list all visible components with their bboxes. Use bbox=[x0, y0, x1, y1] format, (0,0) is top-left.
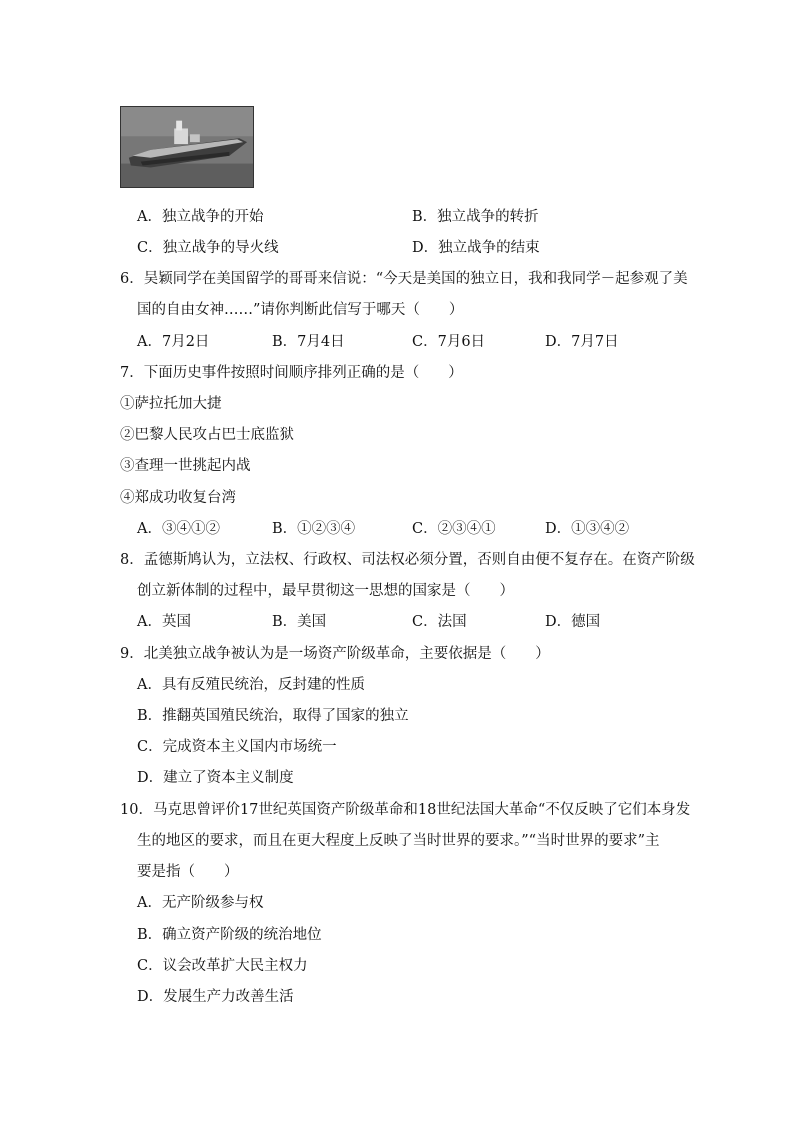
option-text: 发展生产力改善生活 bbox=[163, 989, 294, 1005]
q10-stem-line2: 生的地区的要求，而且在更大程度上反映了当时世界的要求。”“当时世界的要求”主 bbox=[137, 833, 660, 849]
option-letter: D． bbox=[545, 614, 572, 630]
q7-option-b bbox=[272, 520, 355, 538]
option-letter: B． bbox=[272, 614, 298, 630]
option-letter: C． bbox=[412, 334, 438, 350]
q7-item-3: ③查理一世挑起内战 bbox=[120, 458, 251, 474]
option-letter: D． bbox=[545, 521, 572, 537]
q10-option-b bbox=[137, 926, 322, 944]
q6-option-c bbox=[412, 333, 485, 351]
q6-stem-line1: 6．吴颖同学在美国留学的哥哥来信说：“今天是美国的独立日，我和我同学－起参观了美 bbox=[120, 271, 688, 287]
option-text: ②③④① bbox=[437, 521, 496, 537]
option-letter: A． bbox=[137, 895, 162, 911]
option-letter: C． bbox=[412, 521, 438, 537]
option-text: ③④①② bbox=[161, 521, 220, 537]
option-letter: D． bbox=[412, 240, 439, 256]
q5-option-a bbox=[137, 208, 263, 226]
q10-stem-line1: 10．马克思曾评价17世纪英国资产阶级革命和18世纪法国大革命“不仅反映了它们本身发 bbox=[120, 802, 691, 818]
ship-photo bbox=[120, 106, 254, 188]
option-text: ①③④② bbox=[571, 521, 630, 537]
option-text: 7月7日 bbox=[571, 334, 619, 350]
option-text: 无产阶级参与权 bbox=[161, 895, 264, 911]
option-letter: C． bbox=[137, 240, 163, 256]
option-text: 法国 bbox=[437, 614, 467, 630]
option-text: 独立战争的导火线 bbox=[162, 240, 279, 256]
option-text: 推翻英国殖民统治，取得了国家的独立 bbox=[162, 708, 409, 724]
q8-option-c bbox=[412, 613, 467, 631]
q7-item-4: ④郑成功收复台湾 bbox=[120, 490, 236, 506]
q5-option-b bbox=[412, 208, 539, 226]
q6-option-d bbox=[545, 333, 619, 351]
q6-stem-line2: 国的自由女神……”请你判断此信写于哪天（ ） bbox=[137, 302, 464, 318]
option-text: 建立了资本主义制度 bbox=[163, 770, 294, 786]
q9-option-c bbox=[137, 738, 337, 756]
q7-stem: 7．下面历史事件按照时间顺序排列正确的是（ ） bbox=[120, 365, 463, 381]
option-text: 7月4日 bbox=[297, 334, 345, 350]
option-text: 7月6日 bbox=[437, 334, 486, 350]
option-text: 德国 bbox=[571, 614, 601, 630]
option-letter: B． bbox=[137, 708, 163, 724]
q8-stem-line1: 8．孟德斯鸠认为，立法权、行政权、司法权必须分置，否则自由便不复存在。在资产阶级 bbox=[120, 552, 695, 568]
option-letter: D． bbox=[137, 989, 164, 1005]
q9-option-a bbox=[137, 676, 365, 694]
option-letter: A． bbox=[137, 209, 162, 225]
option-letter: B． bbox=[272, 521, 298, 537]
option-text: 具有反殖民统治，反封建的性质 bbox=[161, 677, 365, 693]
option-text: 独立战争的结束 bbox=[438, 240, 540, 256]
q9-option-d bbox=[137, 769, 294, 787]
option-text: 完成资本主义国内市场统一 bbox=[162, 739, 337, 755]
q7-item-2: ②巴黎人民攻占巴士底监狱 bbox=[120, 427, 294, 443]
option-letter: A． bbox=[137, 521, 162, 537]
q7-option-d bbox=[545, 520, 629, 538]
q10-stem-line3: 要是指（ ） bbox=[137, 864, 239, 880]
q8-option-a bbox=[137, 613, 191, 631]
q10-option-c bbox=[137, 957, 308, 975]
q6-option-b bbox=[272, 333, 345, 351]
q7-option-a bbox=[137, 520, 220, 538]
option-letter: C． bbox=[137, 739, 163, 755]
q7-option-c bbox=[412, 520, 496, 538]
q8-option-d bbox=[545, 613, 600, 631]
q9-option-b bbox=[137, 707, 409, 725]
option-text: 独立战争的开始 bbox=[161, 209, 264, 225]
option-text: 英国 bbox=[161, 614, 191, 630]
option-letter: A． bbox=[137, 677, 162, 693]
option-letter: A． bbox=[137, 334, 162, 350]
option-letter: C． bbox=[137, 958, 163, 974]
option-text: 议会改革扩大民主权力 bbox=[162, 958, 308, 974]
q9-stem: 9．北美独立战争被认为是一场资产阶级革命，主要依据是（ ） bbox=[120, 646, 550, 662]
option-letter: B． bbox=[412, 209, 438, 225]
q10-option-d bbox=[137, 988, 294, 1006]
option-text: ①②③④ bbox=[297, 521, 356, 537]
q5-option-c bbox=[137, 239, 279, 257]
option-letter: D． bbox=[137, 770, 164, 786]
option-text: 独立战争的转折 bbox=[437, 209, 539, 225]
option-letter: A． bbox=[137, 614, 162, 630]
option-text: 确立资产阶级的统治地位 bbox=[162, 927, 322, 943]
option-letter: D． bbox=[545, 334, 572, 350]
option-text: 美国 bbox=[297, 614, 327, 630]
q6-option-a bbox=[137, 333, 209, 351]
q5-option-d bbox=[412, 239, 540, 257]
q10-option-a bbox=[137, 894, 263, 912]
q7-item-1: ①萨拉托加大捷 bbox=[120, 396, 222, 412]
option-text: 7月2日 bbox=[161, 334, 210, 350]
option-letter: B． bbox=[137, 927, 163, 943]
option-letter: C． bbox=[412, 614, 438, 630]
option-letter: B． bbox=[272, 334, 298, 350]
q8-option-b bbox=[272, 613, 326, 631]
q8-stem-line2: 创立新体制的过程中，最早贯彻这一思想的国家是（ ） bbox=[137, 583, 514, 599]
